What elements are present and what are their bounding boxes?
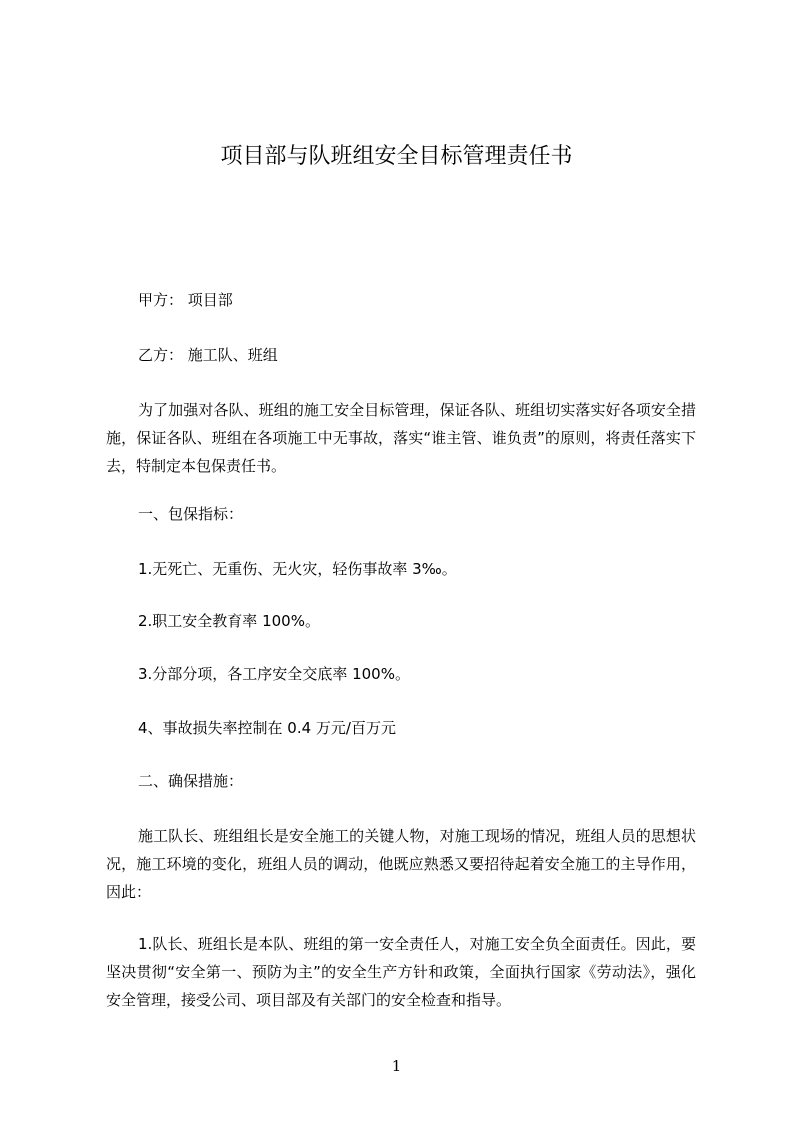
measures-intro-paragraph: 施工队长、班组组长是安全施工的关键人物，对施工现场的情况，班组人员的思想状况，施工环境的变化，班组人员的调动，他既应熟悉又要招待起着安全施工的主导作用，因此：: [106, 827, 696, 901]
target-item-3: 3.分部分项，各工序安全交底率 100%。: [138, 665, 410, 683]
measure-1-paragraph: 1.队长、班组长是本队、班组的第一安全责任人，对施工安全负全面责任。因此，要坚决贯彻“安全第一、预防为主”的安全生产方针和政策，全面执行国家《劳动法》，强化安全管理，接受公司、项目部及有关部门的安全检查和指导。: [106, 935, 696, 1009]
intro-paragraph: 为了加强对各队、班组的施工安全目标管理，保证各队、班组切实落实好各项安全措施，保证各队、班组在各项施工中无事故，落实“谁主管、谁负责”的原则，将责任落实下去，特制定本包保责任书。: [106, 401, 696, 475]
section-2-heading: 二、确保措施：: [138, 772, 244, 790]
section-1-heading: 一、包保指标：: [138, 505, 244, 523]
party-a-line: 甲方： 项目部: [138, 291, 233, 309]
page-number: 1: [391, 1057, 402, 1075]
document-title: 项目部与队班组安全目标管理责任书: [220, 144, 573, 169]
target-item-1: 1.无死亡、无重伤、无火灾，轻伤事故率 3‰。: [138, 560, 457, 578]
target-item-2: 2.职工安全教育率 100%。: [138, 612, 320, 630]
target-item-4: 4、事故损失率控制在 0.4 万元/百万元: [138, 719, 396, 737]
party-b-line: 乙方： 施工队、班组: [138, 346, 278, 364]
